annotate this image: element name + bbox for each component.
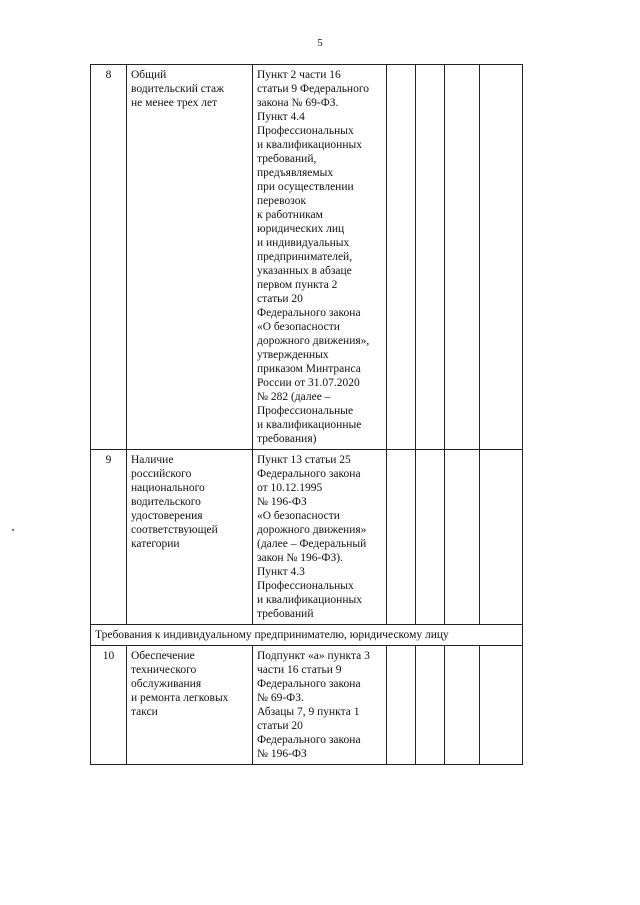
requirement-line: Обеспечение [131,650,195,662]
requirement-line: российского [131,468,192,480]
legal-basis-line: России от 31.07.2020 [257,377,360,389]
requirement-line: такси [131,706,158,718]
requirement-line: водительского [131,496,201,508]
empty-cell [387,646,416,765]
requirement-line: национального [131,482,205,494]
legal-basis-line: части 16 статьи 9 [257,664,342,676]
legal-basis-line: Пункт 4.3 [257,566,305,578]
section-heading: Требования к индивидуальному предпринимателю, юридическому лицу [91,625,523,646]
legal-basis-line: от 10.12.1995 [257,482,323,494]
legal-basis-line: приказом Минтранса [257,363,361,375]
legal-basis-line: и квалификационных [257,139,362,151]
requirement-line: обслуживания [131,678,202,690]
legal-basis-cell [253,450,387,625]
legal-basis-line: дорожного движения» [257,524,367,536]
page-number: 5 [317,37,323,49]
legal-basis-line: предпринимателей, [257,251,353,263]
empty-cell [387,65,416,450]
requirement-line: водительский стаж [131,83,225,95]
legal-basis-line: Пункт 4.4 [257,111,305,123]
requirement-line: технического [131,664,197,676]
empty-cell [416,65,445,450]
legal-basis-line: и квалификационные [257,419,362,431]
legal-basis-line: утвержденных [257,349,329,361]
legal-basis-line: закон № 196-ФЗ). [257,552,343,564]
legal-basis-line: к работникам [257,209,323,221]
requirement-line: соответствующей [131,524,218,536]
legal-basis-line: (далее – Федеральный [257,538,367,550]
empty-cell [387,450,416,625]
legal-basis-line: Абзацы 7, 9 пункта 1 [257,706,360,718]
legal-basis-line: статьи 9 Федерального [257,83,370,95]
legal-basis-line: требований, [257,153,317,165]
empty-cell [445,646,480,765]
requirements-table [90,64,523,765]
table-row [91,65,523,450]
empty-cell [416,450,445,625]
legal-basis-line: требований [257,608,314,620]
legal-basis-line: статьи 20 [257,293,303,305]
legal-basis-line: статьи 20 [257,720,303,732]
requirement-line: Общий [131,69,167,81]
legal-basis-line: «О безопасности [257,321,340,333]
empty-cell [445,65,480,450]
requirement-line: не менее трех лет [131,97,218,109]
legal-basis-line: Федерального закона [257,468,361,480]
requirement-line: удостоверения [131,510,203,522]
legal-basis-line: № 282 (далее – [257,391,331,403]
legal-basis-line: Федерального закона [257,307,361,319]
requirement-line: и ремонта легковых [131,692,229,704]
legal-basis-line: № 69-ФЗ. [257,692,304,704]
empty-cell [480,65,523,450]
legal-basis-line: Профессиональных [257,580,354,592]
legal-basis-line: № 196-ФЗ [257,496,307,508]
requirement-cell [127,65,253,450]
legal-basis-line: № 196-ФЗ [257,748,307,760]
legal-basis-line: первом пункта 2 [257,279,338,291]
legal-basis-line: дорожного движения», [257,335,370,347]
legal-basis-line: Пункт 13 статьи 25 [257,454,351,466]
legal-basis-line: указанных в абзаце [257,265,352,277]
scan-mark [12,529,14,531]
legal-basis-line: при осуществлении [257,181,354,193]
legal-basis-line: Профессиональных [257,125,354,137]
empty-cell [416,646,445,765]
legal-basis-line: Пункт 2 части 16 [257,69,341,81]
section-row [91,625,523,646]
empty-cell [480,450,523,625]
legal-basis-line: Федерального закона [257,734,361,746]
legal-basis-line: Подпункт «а» пункта 3 [257,650,370,662]
requirement-cell [127,646,253,765]
row-number: 9 [91,450,127,625]
legal-basis-cell [253,65,387,450]
legal-basis-line: закона № 69-ФЗ. [257,97,339,109]
table-row [91,450,523,625]
requirement-line: категории [131,538,180,550]
empty-cell [480,646,523,765]
requirement-line: Наличие [131,454,174,466]
legal-basis-cell [253,646,387,765]
legal-basis-line: Федерального закона [257,678,361,690]
legal-basis-line: юридических лиц [257,223,345,235]
row-number: 8 [91,65,127,450]
requirement-cell [127,450,253,625]
legal-basis-line: Профессиональные [257,405,354,417]
legal-basis-line: и индивидуальных [257,237,350,249]
row-number: 10 [91,646,127,765]
legal-basis-line: «О безопасности [257,510,340,522]
legal-basis-line: предъявляемых [257,167,334,179]
table-row [91,646,523,765]
legal-basis-line: и квалификационных [257,594,362,606]
legal-basis-line: перевозок [257,195,307,207]
empty-cell [445,450,480,625]
legal-basis-line: требования) [257,433,317,445]
